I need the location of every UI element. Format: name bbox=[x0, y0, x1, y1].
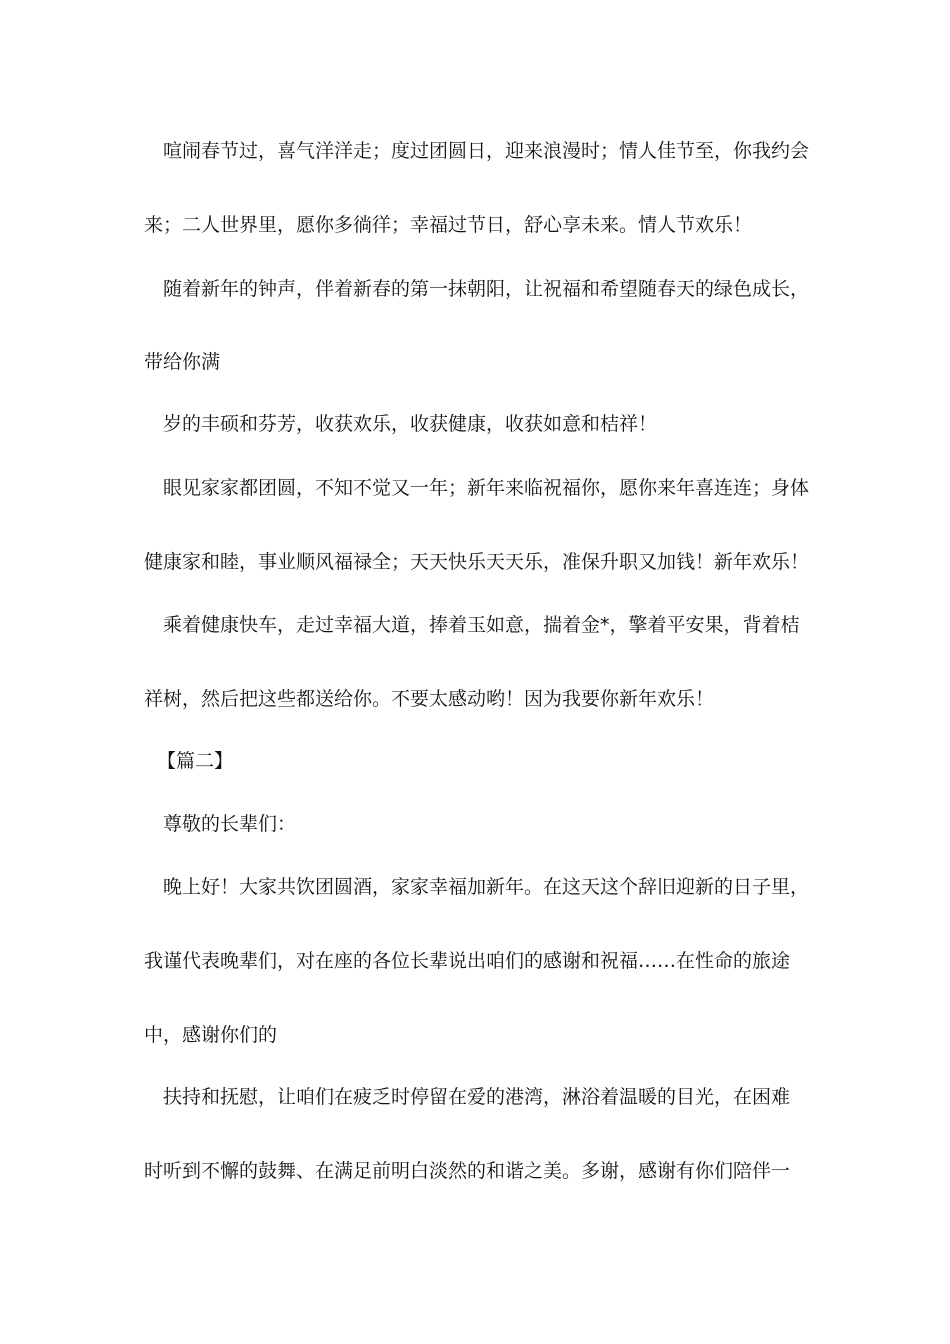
paragraph-line: 健康家和睦，事业顺风福禄全；天天快乐天天乐，准保升职又加钱！新年欢乐！ bbox=[144, 551, 810, 573]
section-heading: 【篇二】 bbox=[157, 750, 234, 772]
paragraph-line: 中，感谢你们的 bbox=[144, 1024, 278, 1046]
paragraph-line: 随着新年的钟声，伴着新春的第一抹朝阳，让祝福和希望随春天的绿色成长， bbox=[163, 278, 810, 300]
paragraph-line: 乘着健康快车，走过幸福大道，捧着玉如意，揣着金*，擎着平安果，背着桔 bbox=[163, 614, 800, 636]
salutation: 尊敬的长辈们： bbox=[163, 813, 297, 835]
paragraph-line: 喧闹春节过，喜气洋洋走；度过团圆日，迎来浪漫时；情人佳节至，你我约会 bbox=[163, 140, 810, 162]
paragraph-line: 晚上好！大家共饮团圆酒，家家幸福加新年。在这天这个辞旧迎新的日子里， bbox=[163, 876, 810, 898]
paragraph-line: 眼见家家都团圆，不知不觉又一年；新年来临祝福你，愿你来年喜连连；身体 bbox=[163, 477, 810, 499]
paragraph-line: 扶持和抚慰，让咱们在疲乏时停留在爱的港湾，淋浴着温暖的目光，在困难 bbox=[163, 1086, 791, 1108]
paragraph-line: 时听到不懈的鼓舞、在满足前明白淡然的和谐之美。多谢，感谢有你们陪伴一 bbox=[144, 1160, 791, 1182]
paragraph-line: 祥树，然后把这些都送给你。不要太感动哟！因为我要你新年欢乐！ bbox=[144, 688, 715, 710]
paragraph-line: 带给你满 bbox=[144, 351, 221, 373]
paragraph-line: 我谨代表晚辈们，对在座的各位长辈说出咱们的感谢和祝福……在性命的旅途 bbox=[144, 950, 791, 972]
paragraph-line: 来；二人世界里，愿你多徜徉；幸福过节日，舒心享未来。情人节欢乐！ bbox=[144, 214, 753, 236]
paragraph-line: 岁的丰硕和芬芳，收获欢乐，收获健康，收获如意和桔祥！ bbox=[163, 413, 658, 435]
